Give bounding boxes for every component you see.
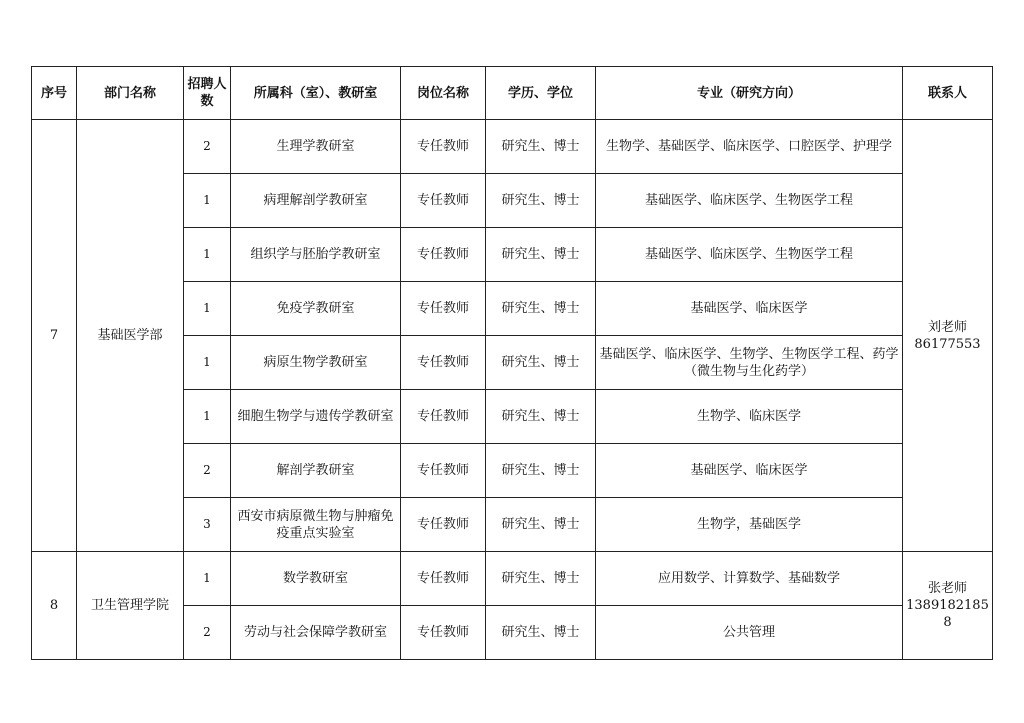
count-cell: 1 [184, 336, 231, 390]
major-cell: 生物学、临床医学 [596, 390, 903, 444]
count-cell: 1 [184, 228, 231, 282]
position-cell: 专任教师 [401, 606, 486, 660]
dept-cell: 基础医学部 [77, 120, 184, 552]
office-cell: 免疫学教研室 [231, 282, 401, 336]
office-cell: 劳动与社会保障学教研室 [231, 606, 401, 660]
count-cell: 3 [184, 498, 231, 552]
header-contact: 联系人 [903, 67, 993, 120]
office-cell: 数学教研室 [231, 552, 401, 606]
education-cell: 研究生、博士 [486, 228, 596, 282]
contact-phone: 86177553 [914, 336, 981, 352]
education-cell: 研究生、博士 [486, 552, 596, 606]
header-count: 招聘人数 [184, 67, 231, 120]
office-cell: 病原生物学教研室 [231, 336, 401, 390]
count-cell: 2 [184, 444, 231, 498]
contact-name: 刘老师 [927, 319, 967, 335]
education-cell: 研究生、博士 [486, 120, 596, 174]
office-cell: 组织学与胚胎学教研室 [231, 228, 401, 282]
office-cell: 西安市病原微生物与肿瘤免疫重点实验室 [231, 498, 401, 552]
header-seq: 序号 [32, 67, 77, 120]
position-cell: 专任教师 [401, 282, 486, 336]
header-major: 专业（研究方向） [596, 67, 903, 120]
major-cell: 基础医学、临床医学、生物医学工程 [596, 228, 903, 282]
major-cell: 生物学，基础医学 [596, 498, 903, 552]
office-cell: 病理解剖学教研室 [231, 174, 401, 228]
major-cell: 基础医学、临床医学 [596, 282, 903, 336]
count-cell: 2 [184, 120, 231, 174]
count-cell: 1 [184, 282, 231, 336]
office-cell: 解剖学教研室 [231, 444, 401, 498]
table-row [32, 552, 993, 606]
education-cell: 研究生、博士 [486, 606, 596, 660]
position-cell: 专任教师 [401, 336, 486, 390]
header-dept: 部门名称 [77, 67, 184, 120]
office-cell: 细胞生物学与遗传学教研室 [231, 390, 401, 444]
position-cell: 专任教师 [401, 120, 486, 174]
major-cell: 应用数学、计算数学、基础数学 [596, 552, 903, 606]
contact-cell [903, 120, 993, 552]
position-cell: 专任教师 [401, 228, 486, 282]
position-cell: 专任教师 [401, 444, 486, 498]
dept-cell: 卫生管理学院 [77, 552, 184, 660]
major-cell: 基础医学、临床医学 [596, 444, 903, 498]
contact-phone: 13891821858 [906, 598, 989, 630]
education-cell: 研究生、博士 [486, 174, 596, 228]
count-cell: 1 [184, 390, 231, 444]
count-cell: 1 [184, 174, 231, 228]
major-cell: 生物学、基础医学、临床医学、口腔医学、护理学 [596, 120, 903, 174]
seq-cell: 8 [32, 552, 77, 660]
contact-cell [903, 552, 993, 660]
education-cell: 研究生、博士 [486, 336, 596, 390]
position-cell: 专任教师 [401, 498, 486, 552]
major-cell: 基础医学、临床医学、生物医学工程 [596, 174, 903, 228]
education-cell: 研究生、博士 [486, 444, 596, 498]
header-position: 岗位名称 [401, 67, 486, 120]
major-cell: 公共管理 [596, 606, 903, 660]
position-cell: 专任教师 [401, 552, 486, 606]
position-cell: 专任教师 [401, 174, 486, 228]
education-cell: 研究生、博士 [486, 498, 596, 552]
header-office: 所属科（室）、教研室 [231, 67, 401, 120]
education-cell: 研究生、博士 [486, 390, 596, 444]
header-education: 学历、学位 [486, 67, 596, 120]
recruitment-table [31, 66, 993, 660]
count-cell: 2 [184, 606, 231, 660]
education-cell: 研究生、博士 [486, 282, 596, 336]
seq-cell: 7 [32, 120, 77, 552]
table-row [32, 120, 993, 174]
position-cell: 专任教师 [401, 390, 486, 444]
office-cell: 生理学教研室 [231, 120, 401, 174]
count-cell: 1 [184, 552, 231, 606]
major-cell: 基础医学、临床医学、生物学、生物医学工程、药学（微生物与生化药学） [596, 336, 903, 390]
contact-name: 张老师 [927, 581, 967, 596]
header-row [32, 67, 993, 120]
